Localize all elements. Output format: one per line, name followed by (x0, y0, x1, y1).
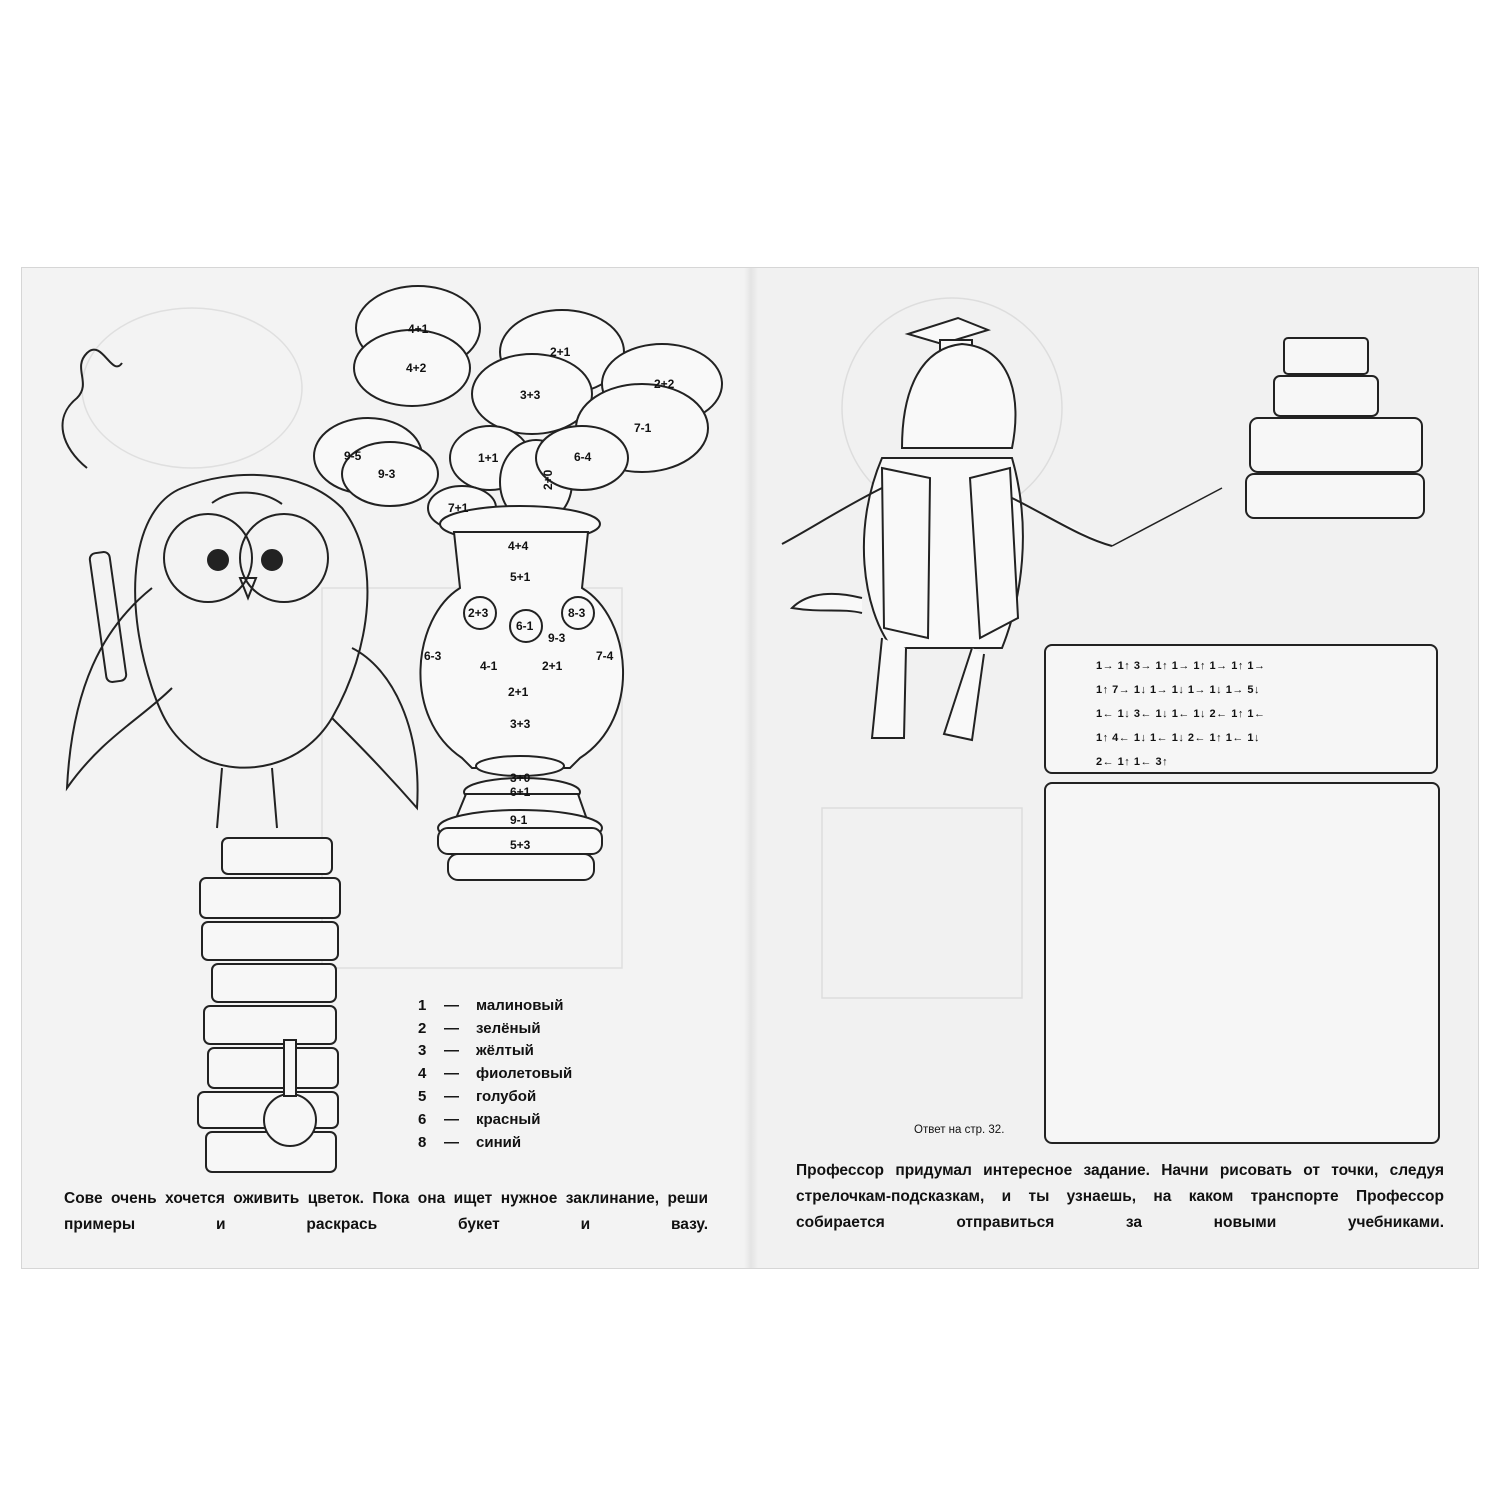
legend-dash: — (444, 1065, 459, 1083)
legend-color: жёлтый (476, 1042, 534, 1060)
vase-label: 5+3 (510, 838, 531, 852)
arrow-row: 1→ 1↑ 3→ 1↑ 1→ 1↑ 1→ 1↑ 1→ (1096, 660, 1266, 672)
color-legend (418, 994, 572, 1154)
right-page-caption: Профессор придумал интересное задание. Начни рисовать от точки, следуя стрелочкам-подсказкам, и ты узнаешь, на каком транспорте Профессор собирается отправиться за новыми учебниками. (796, 1162, 1444, 1231)
arrow-row: 1↑ 7→ 1↓ 1→ 1↓ 1→ 1↓ 1→ 5↓ (1096, 684, 1261, 696)
vase-label: 9-3 (548, 631, 566, 645)
legend-dash: — (444, 996, 459, 1014)
legend-row (418, 1085, 572, 1108)
legend-dash: — (444, 1110, 459, 1128)
legend-row (418, 1131, 572, 1154)
legend-number: 6 (418, 1110, 427, 1128)
flower-label: 2+1 (550, 345, 571, 359)
arrow-row: 2← 1↑ 1← 3↑ (1096, 756, 1169, 768)
left-page-caption: Сове очень хочется оживить цветок. Пока она ищет нужное заклинание, реши примеры и раскрась букет и вазу. (64, 1190, 708, 1233)
legend-number: 4 (418, 1065, 427, 1083)
vase-label: 7-4 (596, 649, 614, 663)
flower-bouquet (314, 286, 722, 530)
legend-number: 8 (418, 1133, 427, 1151)
legend-dash: — (444, 1042, 459, 1060)
grid-panel (1044, 782, 1440, 1144)
flower-label: 9-3 (378, 467, 396, 481)
flower-label: 9-5 (344, 449, 362, 463)
suitcase-stack (1246, 338, 1424, 518)
vase-label: 5+1 (510, 570, 531, 584)
legend-color: фиолетовый (476, 1065, 573, 1083)
legend-color: красный (476, 1110, 541, 1128)
vase-label: 9-1 (510, 813, 528, 827)
book-stack (198, 838, 340, 1172)
legend-row (418, 994, 572, 1017)
vase-label: 6-1 (516, 619, 534, 633)
vase-label: 8-3 (568, 606, 586, 620)
legend-row (418, 1040, 572, 1063)
flower-label: 7+1 (448, 501, 469, 515)
legend-number: 2 (418, 1019, 427, 1037)
vase-label: 2+3 (468, 606, 489, 620)
legend-dash: — (444, 1019, 459, 1037)
legend-color: голубой (476, 1088, 537, 1106)
vase-label: 4+4 (508, 539, 529, 553)
flower-label: 4+2 (406, 361, 427, 375)
vase-label: 2+1 (508, 685, 529, 699)
vase-label: 2+1 (542, 659, 563, 673)
legend-color: зелёный (476, 1019, 541, 1037)
flower-label: 3+3 (520, 388, 541, 402)
flower-label: 2+2 (654, 377, 675, 391)
flower-label: 4+1 (408, 322, 429, 336)
vase-label: 6-3 (424, 649, 442, 663)
flower-label: 1+1 (478, 451, 499, 465)
legend-number: 3 (418, 1042, 427, 1060)
flower-label: 6-4 (574, 450, 592, 464)
legend-dash: — (444, 1088, 459, 1106)
legend-number: 1 (418, 996, 427, 1014)
legend-color: синий (476, 1133, 522, 1151)
legend-number: 5 (418, 1088, 427, 1106)
flower-label: 2+0 (541, 469, 555, 490)
answer-note: Ответ на стр. 32. (914, 1124, 1005, 1136)
arrow-instructions-panel (1044, 644, 1438, 774)
vase-label: 3+0 (510, 771, 531, 785)
book-spread (22, 268, 1478, 1268)
arrow-row: 1← 1↓ 3← 1↓ 1← 1↓ 2← 1↑ 1← (1096, 708, 1266, 720)
legend-row (418, 1017, 572, 1040)
legend-row (418, 1108, 572, 1131)
vase-label: 6+1 (510, 785, 531, 799)
vase-label: 4-1 (480, 659, 498, 673)
arrow-row: 1↑ 4← 1↓ 1← 1↓ 2← 1↑ 1← 1↓ (1096, 732, 1261, 744)
legend-dash: — (444, 1133, 459, 1151)
legend-color: малиновый (476, 996, 564, 1014)
flower-label: 7-1 (634, 421, 652, 435)
vase-label: 3+3 (510, 717, 531, 731)
legend-row (418, 1062, 572, 1085)
